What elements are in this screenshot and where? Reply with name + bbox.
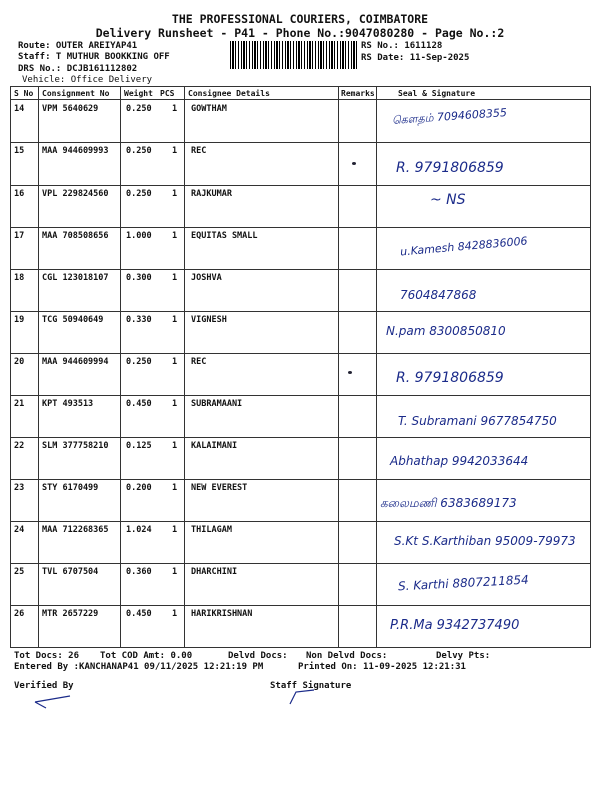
row-pcs: 1 bbox=[172, 567, 178, 577]
col-header-seal-signature: Seal & Signature bbox=[398, 89, 476, 98]
row-consignee: REC bbox=[191, 146, 207, 156]
row-consignment-no: STY 6170499 bbox=[42, 483, 99, 493]
table-top-border bbox=[10, 86, 590, 87]
col-header-consignment: Consignment No bbox=[42, 89, 110, 98]
delivered-docs: Delvd Docs: bbox=[228, 651, 288, 661]
row-pcs: 1 bbox=[172, 525, 178, 535]
row-consignment-no: CGL 123018107 bbox=[42, 273, 109, 283]
row-separator bbox=[10, 269, 590, 270]
row-separator bbox=[10, 479, 590, 480]
col-header-weight: Weight bbox=[124, 89, 153, 98]
barcode bbox=[230, 41, 358, 69]
col-header-consignee: Consignee Details bbox=[188, 89, 270, 98]
row-pcs: 1 bbox=[172, 441, 178, 451]
row-consignment-no: MAA 944609994 bbox=[42, 357, 109, 367]
non-delivered-docs: Non Delvd Docs: bbox=[306, 651, 388, 661]
row-separator bbox=[10, 563, 590, 564]
row-signature: S.Kt S.Karthiban 95009-79973 bbox=[394, 534, 576, 548]
staff-signature-label: Staff Signature bbox=[270, 681, 352, 691]
rs-no-text: RS No.: 1611128 bbox=[361, 41, 443, 51]
row-consignee: GOWTHAM bbox=[191, 104, 227, 114]
row-weight: 1.024 bbox=[126, 525, 152, 535]
row-sno: 24 bbox=[14, 525, 25, 535]
row-sno: 15 bbox=[14, 146, 25, 156]
row-sno: 22 bbox=[14, 441, 25, 451]
row-signature: 7604847868 bbox=[400, 288, 477, 302]
row-consignment-no: TVL 6707504 bbox=[42, 567, 99, 577]
table-right-border bbox=[590, 86, 591, 648]
row-consignee: JOSHVA bbox=[191, 273, 222, 283]
row-consignment-no: VPM 5640629 bbox=[42, 104, 99, 114]
row-sno: 14 bbox=[14, 104, 25, 114]
row-consignee: HARIKRISHNAN bbox=[191, 609, 253, 619]
row-sno: 20 bbox=[14, 357, 25, 367]
row-signature: ~ NS bbox=[430, 192, 466, 208]
table-header-border bbox=[10, 99, 590, 100]
table-bottom-border bbox=[10, 647, 590, 648]
row-weight: 0.250 bbox=[126, 357, 152, 367]
row-sno: 19 bbox=[14, 315, 25, 325]
remark-mark bbox=[348, 371, 352, 374]
total-cod-amount: Tot COD Amt: 0.00 bbox=[100, 651, 193, 661]
row-consignment-no: MAA 708508656 bbox=[42, 231, 109, 241]
row-separator bbox=[10, 605, 590, 606]
row-consignment-no: MAA 712268365 bbox=[42, 525, 109, 535]
row-consignment-no: SLM 377758210 bbox=[42, 441, 109, 451]
rs-date-text: RS Date: 11-Sep-2025 bbox=[361, 53, 470, 63]
row-signature: Abhathap 9942033644 bbox=[390, 454, 529, 468]
row-pcs: 1 bbox=[172, 399, 178, 409]
row-consignment-no: MTR 2657229 bbox=[42, 609, 99, 619]
verified-by-label: Verified By bbox=[14, 681, 74, 691]
row-consignment-no: KPT 493513 bbox=[42, 399, 94, 409]
row-weight: 0.360 bbox=[126, 567, 152, 577]
row-separator bbox=[10, 227, 590, 228]
staff-signature-mark bbox=[286, 686, 326, 708]
row-signature: P.R.Ma 9342737490 bbox=[390, 618, 520, 633]
total-docs: Tot Docs: 26 bbox=[14, 651, 80, 661]
row-separator bbox=[10, 353, 590, 354]
row-separator bbox=[10, 185, 590, 186]
row-separator bbox=[10, 521, 590, 522]
row-weight: 0.200 bbox=[126, 483, 152, 493]
row-consignee: RAJKUMAR bbox=[191, 189, 232, 199]
row-sno: 16 bbox=[14, 189, 25, 199]
row-weight: 0.450 bbox=[126, 399, 152, 409]
printed-on: Printed On: 11-09-2025 12:21:31 bbox=[298, 662, 466, 672]
row-consignee: DHARCHINI bbox=[191, 567, 238, 577]
row-weight: 1.000 bbox=[126, 231, 152, 241]
row-sno: 25 bbox=[14, 567, 25, 577]
verified-by-signature-mark bbox=[30, 690, 90, 712]
row-separator bbox=[10, 311, 590, 312]
row-pcs: 1 bbox=[172, 315, 178, 325]
row-pcs: 1 bbox=[172, 146, 178, 156]
row-signature: N.pam 8300850810 bbox=[386, 324, 506, 338]
row-pcs: 1 bbox=[172, 231, 178, 241]
row-weight: 0.450 bbox=[126, 609, 152, 619]
row-signature: S. Karthi 8807211854 bbox=[397, 572, 530, 594]
row-signature: கலைமணி 6383689173 bbox=[380, 496, 517, 510]
row-weight: 0.250 bbox=[126, 104, 152, 114]
row-consignment-no: VPL 229824560 bbox=[42, 189, 109, 199]
row-consignee: VIGNESH bbox=[191, 315, 227, 325]
row-consignee: EQUITAS SMALL bbox=[191, 231, 258, 241]
vehicle-text: Vehicle: Office Delivery bbox=[22, 75, 153, 85]
row-pcs: 1 bbox=[172, 483, 178, 493]
col-header-remarks: Remarks bbox=[341, 89, 375, 98]
company-title: THE PROFESSIONAL COURIERS, COIMBATORE bbox=[171, 12, 429, 26]
row-consignee: KALAIMANI bbox=[191, 441, 238, 451]
runsheet-subtitle: Delivery Runsheet - P41 - Phone No.:9047080280 - Page No.:2 bbox=[95, 26, 505, 40]
row-consignee: NEW EVEREST bbox=[191, 483, 248, 493]
row-pcs: 1 bbox=[172, 609, 178, 619]
row-weight: 0.300 bbox=[126, 273, 152, 283]
row-separator bbox=[10, 142, 590, 143]
row-consignee: SUBRAMAANI bbox=[191, 399, 243, 409]
row-sno: 17 bbox=[14, 231, 25, 241]
row-sno: 26 bbox=[14, 609, 25, 619]
route-text: Route: OUTER AREIYAP41 bbox=[18, 41, 138, 51]
row-consignee: REC bbox=[191, 357, 207, 367]
row-sno: 21 bbox=[14, 399, 25, 409]
row-weight: 0.125 bbox=[126, 441, 152, 451]
row-signature: கௌதம் 7094608355 bbox=[391, 106, 508, 127]
row-pcs: 1 bbox=[172, 357, 178, 367]
row-weight: 0.250 bbox=[126, 146, 152, 156]
row-pcs: 1 bbox=[172, 189, 178, 199]
row-consignee: THILAGAM bbox=[191, 525, 232, 535]
col-header-sno: S No bbox=[14, 89, 34, 98]
row-pcs: 1 bbox=[172, 273, 178, 283]
row-signature: R. 9791806859 bbox=[396, 160, 504, 176]
row-sno: 18 bbox=[14, 273, 25, 283]
row-signature: R. 9791806859 bbox=[396, 370, 504, 386]
staff-text: Staff: T MUTHUR BOOKKING OFF bbox=[18, 52, 170, 62]
row-separator bbox=[10, 437, 590, 438]
row-pcs: 1 bbox=[172, 104, 178, 114]
row-weight: 0.330 bbox=[126, 315, 152, 325]
row-consignment-no: TCG 50940649 bbox=[42, 315, 104, 325]
row-consignment-no: MAA 944609993 bbox=[42, 146, 109, 156]
drs-text: DRS No.: DCJB161112802 bbox=[18, 64, 138, 74]
row-weight: 0.250 bbox=[126, 189, 152, 199]
entered-by: Entered By :KANCHANAP41 09/11/2025 12:21:19 PM bbox=[14, 662, 264, 672]
col-header-pcs: PCS bbox=[160, 89, 175, 98]
delivery-points: Delvy Pts: bbox=[436, 651, 491, 661]
row-separator bbox=[10, 395, 590, 396]
row-sno: 23 bbox=[14, 483, 25, 493]
row-signature: u.Kamesh 8428836006 bbox=[399, 234, 529, 259]
row-signature: T. Subramani 9677854750 bbox=[398, 414, 557, 428]
remark-mark bbox=[352, 162, 356, 165]
